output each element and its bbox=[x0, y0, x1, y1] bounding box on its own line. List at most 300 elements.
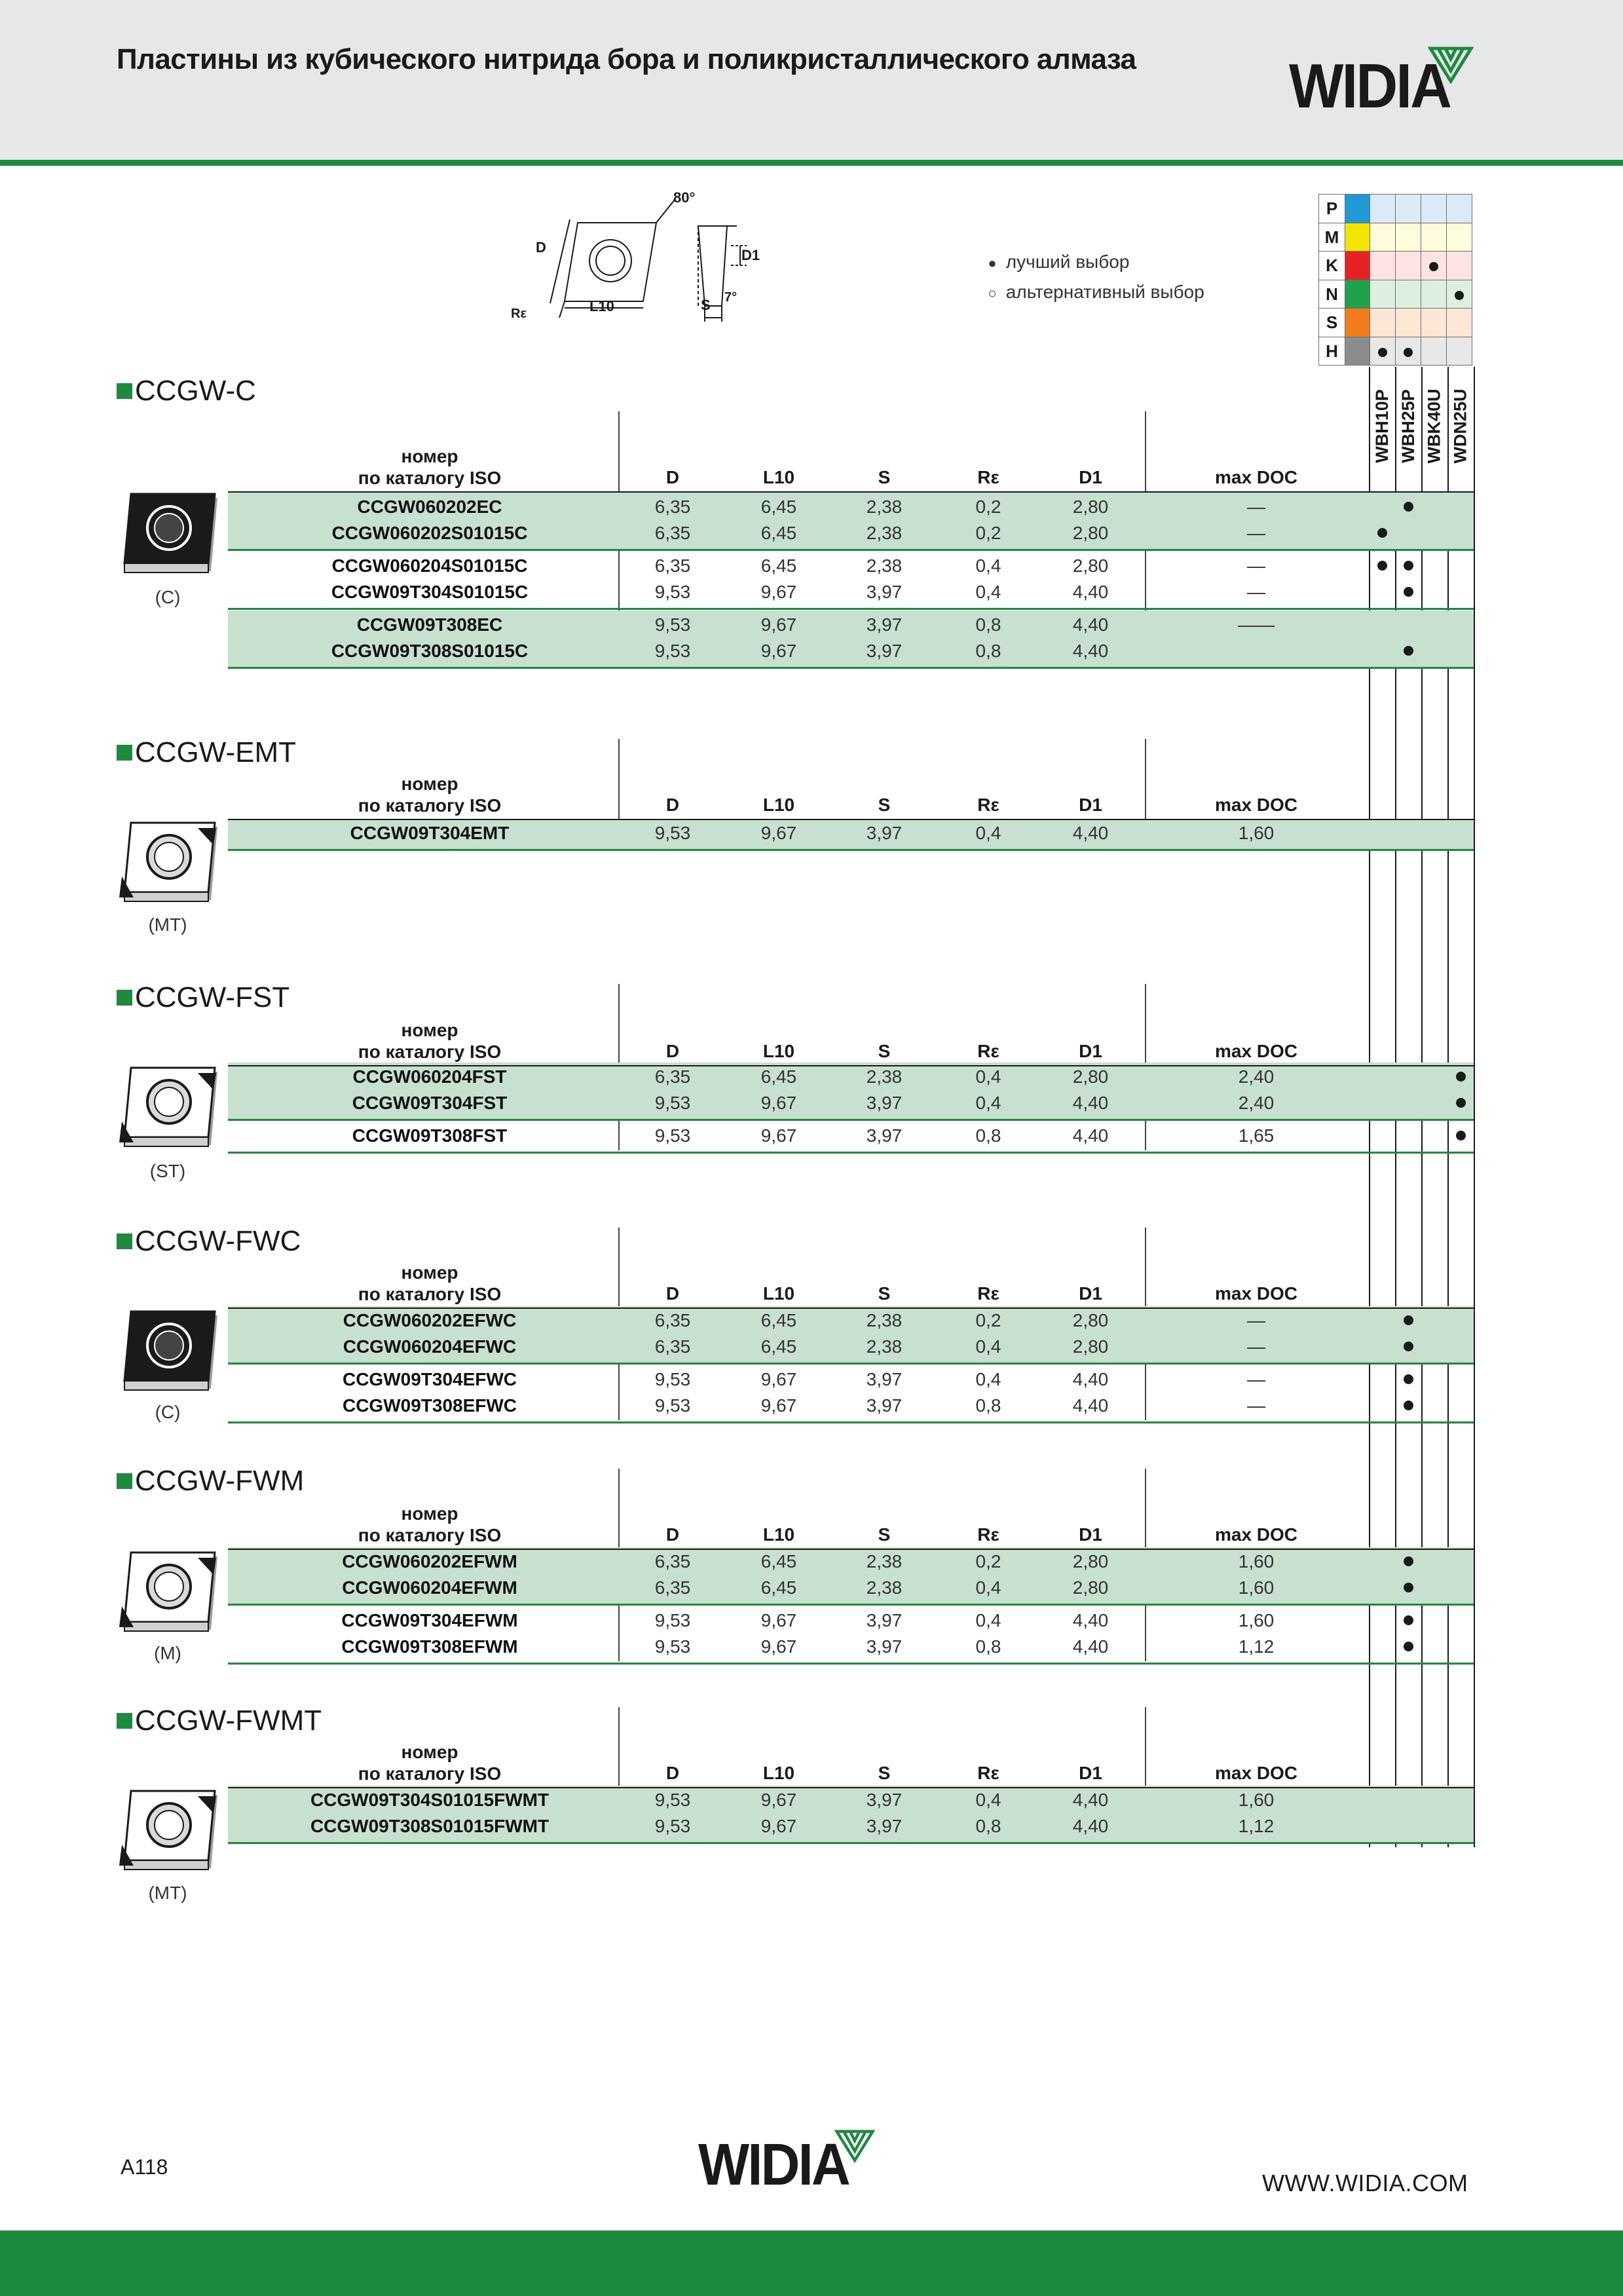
material-row-s bbox=[1319, 309, 1472, 337]
iso-header-line1: номер bbox=[401, 1503, 458, 1524]
material-grade-cell bbox=[1447, 252, 1472, 280]
column-header-l10: L10 bbox=[762, 1283, 795, 1304]
column-header-d: D bbox=[665, 1041, 680, 1061]
value-cell-l10: 9,67 bbox=[760, 641, 797, 661]
iso-column-header bbox=[338, 445, 521, 489]
insert-caption: (MT) bbox=[148, 914, 187, 935]
material-color-swatch bbox=[1345, 337, 1370, 366]
value-cell-l10: 9,67 bbox=[760, 1093, 797, 1113]
column-header-d1: D1 bbox=[1079, 1283, 1102, 1304]
best-choice-dot-icon bbox=[1404, 587, 1413, 597]
section-title-text: CCGW-FWC bbox=[135, 1225, 301, 1257]
iso-header-line1: номер bbox=[401, 446, 458, 466]
section-title bbox=[117, 981, 289, 1014]
value-cell-d: 9,53 bbox=[654, 582, 691, 602]
material-grade-cell bbox=[1421, 195, 1447, 223]
value-cell-d1: 2,80 bbox=[1072, 1577, 1109, 1598]
value-cell-re: 0,4 bbox=[975, 1093, 1001, 1113]
material-grade-cell bbox=[1396, 195, 1421, 223]
value-cell-s: 3,97 bbox=[866, 582, 903, 602]
footer-triangle-mark-icon bbox=[834, 2128, 875, 2163]
column-header-s: S bbox=[878, 1763, 891, 1783]
row-group-separator bbox=[228, 608, 1474, 610]
value-cell-maxdoc: 1,65 bbox=[1238, 1125, 1275, 1146]
material-grade-cell bbox=[1421, 337, 1447, 366]
value-cell-l10: 6,45 bbox=[760, 555, 797, 576]
diagram-d-label: D bbox=[536, 239, 546, 255]
column-header-d: D bbox=[665, 795, 680, 815]
legend-alt bbox=[984, 282, 1204, 303]
value-cell-l10: 9,67 bbox=[760, 614, 797, 635]
iso-header-line1: номер bbox=[401, 1020, 458, 1040]
material-grade-cell bbox=[1396, 337, 1421, 366]
section-marker-icon bbox=[117, 745, 132, 761]
section-title-text: CCGW-C bbox=[135, 375, 256, 407]
website-url[interactable]: WWW.WIDIA.COM bbox=[1262, 2170, 1468, 2196]
insert-caption: (M) bbox=[154, 1643, 181, 1663]
material-group-table bbox=[1318, 194, 1472, 366]
value-cell-maxdoc: 1,12 bbox=[1238, 1816, 1275, 1836]
value-cell-l10: 6,45 bbox=[760, 1577, 797, 1598]
diagram-clearance-label: 7° bbox=[724, 290, 737, 305]
material-letter: S bbox=[1319, 309, 1345, 337]
iso-code-cell: CCGW09T304S01015C bbox=[331, 582, 529, 602]
iso-code-cell: CCGW060204EFWC bbox=[343, 1336, 517, 1357]
legend-best bbox=[984, 252, 1129, 273]
value-cell-s: 3,97 bbox=[866, 823, 903, 843]
column-header-l10: L10 bbox=[762, 795, 795, 815]
value-cell-s: 2,38 bbox=[866, 523, 903, 543]
value-cell-re: 0,2 bbox=[975, 1551, 1001, 1571]
best-choice-dot-icon bbox=[1455, 291, 1464, 300]
iso-header-line2: по каталогу ISO bbox=[358, 1284, 502, 1304]
value-cell-re: 0,8 bbox=[975, 1636, 1001, 1657]
value-cell-d: 9,53 bbox=[654, 1125, 691, 1146]
best-choice-dot-icon bbox=[1404, 1583, 1413, 1592]
column-header-d1: D1 bbox=[1079, 1763, 1102, 1783]
value-cell-maxdoc: 2,40 bbox=[1238, 1093, 1275, 1113]
iso-code-cell: CCGW060202EFWC bbox=[343, 1310, 517, 1330]
value-cell-maxdoc: 1,12 bbox=[1238, 1636, 1275, 1657]
insert-image bbox=[113, 1784, 224, 1886]
column-header-s: S bbox=[878, 795, 891, 815]
column-header-s: S bbox=[878, 467, 891, 487]
value-cell-s: 3,97 bbox=[866, 614, 903, 635]
iso-code-cell: CCGW09T308EFWM bbox=[341, 1636, 518, 1657]
iso-header-line2: по каталогу ISO bbox=[358, 1525, 502, 1545]
column-header-s: S bbox=[878, 1041, 891, 1061]
value-cell-d1: 2,80 bbox=[1072, 1066, 1109, 1087]
value-cell-l10: 6,45 bbox=[760, 523, 797, 543]
material-letter: M bbox=[1319, 223, 1345, 252]
value-cell-re: 0,4 bbox=[975, 1066, 1001, 1087]
column-header-d: D bbox=[665, 1763, 680, 1783]
iso-code-cell: CCGW09T304S01015FWMT bbox=[310, 1790, 550, 1810]
value-cell-d: 6,35 bbox=[654, 1066, 691, 1087]
column-header-d: D bbox=[665, 1524, 680, 1545]
value-cell-re: 0,4 bbox=[975, 582, 1001, 602]
row-group-separator bbox=[228, 1842, 1474, 1844]
material-grade-cell bbox=[1396, 280, 1421, 309]
value-cell-l10: 6,45 bbox=[760, 1310, 797, 1330]
value-cell-d: 6,35 bbox=[654, 523, 691, 543]
section-title bbox=[117, 736, 296, 769]
best-choice-dot-icon bbox=[1404, 1374, 1413, 1384]
column-header-maxdoc: max DOC bbox=[1214, 1041, 1298, 1061]
material-letter: K bbox=[1319, 252, 1345, 280]
value-cell-s: 2,38 bbox=[866, 497, 903, 517]
value-cell-l10: 9,67 bbox=[760, 1790, 797, 1810]
row-group-separator bbox=[228, 1363, 1474, 1364]
value-cell-d: 9,53 bbox=[654, 1816, 691, 1836]
material-grade-cell bbox=[1370, 309, 1396, 337]
header-logo: WIDIA bbox=[1289, 51, 1451, 121]
value-cell-d: 6,35 bbox=[654, 1310, 691, 1330]
value-cell-d: 9,53 bbox=[654, 641, 691, 661]
footer-logo: WIDIA bbox=[698, 2132, 849, 2198]
value-cell-re: 0,2 bbox=[975, 523, 1001, 543]
value-cell-d: 6,35 bbox=[654, 1336, 691, 1357]
iso-code-cell: CCGW060202EC bbox=[357, 497, 502, 517]
value-cell-maxdoc: 2,40 bbox=[1238, 1066, 1275, 1087]
value-cell-l10: 9,67 bbox=[760, 1395, 797, 1416]
iso-column-header bbox=[338, 1741, 521, 1784]
value-cell-d: 9,53 bbox=[654, 1636, 691, 1657]
insert-dimension-diagram bbox=[504, 187, 793, 331]
value-cell-maxdoc: 1,60 bbox=[1238, 1551, 1275, 1571]
value-cell-maxdoc: — bbox=[1247, 1310, 1265, 1330]
best-choice-dot-icon bbox=[1404, 646, 1413, 656]
material-row-p bbox=[1319, 195, 1472, 223]
value-cell-d1: 4,40 bbox=[1072, 1395, 1109, 1416]
value-cell-d: 6,35 bbox=[654, 1577, 691, 1598]
row-group-separator bbox=[228, 1604, 1474, 1606]
value-cell-d1: 2,80 bbox=[1072, 1336, 1109, 1357]
material-color-swatch bbox=[1345, 309, 1370, 337]
column-header-s: S bbox=[878, 1283, 891, 1304]
iso-header-line1: номер bbox=[401, 1742, 458, 1762]
value-cell-d1: 4,40 bbox=[1072, 1125, 1109, 1146]
row-group-separator bbox=[228, 1421, 1474, 1423]
iso-column-header bbox=[338, 1019, 521, 1063]
value-cell-d: 9,53 bbox=[654, 823, 691, 843]
value-cell-maxdoc: — bbox=[1247, 523, 1265, 543]
grade-label-wbh10p: WBH10P bbox=[1371, 388, 1392, 463]
iso-column-header bbox=[338, 773, 521, 816]
value-cell-maxdoc: 1,60 bbox=[1238, 1790, 1275, 1810]
section-title-text: CCGW-FWMT bbox=[135, 1704, 322, 1737]
value-cell-d1: 4,40 bbox=[1072, 614, 1109, 635]
insert-image bbox=[113, 487, 224, 589]
value-cell-s: 3,97 bbox=[866, 1790, 903, 1810]
value-cell-d: 6,35 bbox=[654, 1551, 691, 1571]
value-cell-s: 3,97 bbox=[866, 1395, 903, 1416]
value-cell-maxdoc: 1,60 bbox=[1238, 1577, 1275, 1598]
material-grade-cell bbox=[1421, 280, 1447, 309]
value-cell-d1: 4,40 bbox=[1072, 1093, 1109, 1113]
material-letter: H bbox=[1319, 337, 1345, 366]
value-cell-d1: 4,40 bbox=[1072, 1610, 1109, 1630]
value-cell-d1: 4,40 bbox=[1072, 582, 1109, 602]
row-group-separator bbox=[228, 1152, 1474, 1154]
value-cell-l10: 6,45 bbox=[760, 1336, 797, 1357]
material-grade-cell bbox=[1370, 252, 1396, 280]
value-cell-l10: 9,67 bbox=[760, 1636, 797, 1657]
value-cell-s: 2,38 bbox=[866, 1066, 903, 1087]
diagram-l10-label: L10 bbox=[589, 298, 614, 314]
iso-code-cell: CCGW060204S01015C bbox=[331, 555, 528, 576]
value-cell-d1: 4,40 bbox=[1072, 1636, 1109, 1657]
value-cell-s: 2,38 bbox=[866, 1577, 903, 1598]
column-header-maxdoc: max DOC bbox=[1214, 1283, 1298, 1304]
widia-triangle-mark-icon bbox=[1428, 45, 1474, 84]
value-cell-maxdoc: 1,60 bbox=[1238, 823, 1275, 843]
column-header-d1: D1 bbox=[1079, 1041, 1102, 1061]
best-choice-icon: ● bbox=[988, 255, 997, 271]
value-cell-s: 3,97 bbox=[866, 641, 903, 661]
column-header-l10: L10 bbox=[762, 1763, 795, 1783]
table-header-line bbox=[228, 491, 1474, 493]
insert-image bbox=[113, 816, 224, 918]
value-cell-re: 0,8 bbox=[975, 641, 1001, 661]
grade-label-wbk40u: WBK40U bbox=[1424, 388, 1444, 464]
column-header-s: S bbox=[878, 1524, 891, 1545]
section-title bbox=[117, 1704, 322, 1737]
material-color-swatch bbox=[1345, 195, 1370, 223]
section-title bbox=[117, 1465, 304, 1497]
grade-label-wbh25p: WBH25P bbox=[1398, 388, 1418, 463]
best-choice-dot-icon bbox=[1404, 1315, 1413, 1325]
column-header-d1: D1 bbox=[1079, 1524, 1102, 1545]
best-choice-dot-icon bbox=[1404, 1556, 1413, 1566]
column-header-re: Rε bbox=[977, 1041, 999, 1061]
diagram-d1-label: D1 bbox=[741, 247, 760, 263]
value-cell-l10: 9,67 bbox=[760, 1125, 797, 1146]
value-cell-d: 6,35 bbox=[654, 555, 691, 576]
section-title-text: CCGW-EMT bbox=[135, 736, 297, 768]
value-cell-d1: 2,80 bbox=[1072, 1551, 1109, 1571]
row-group-separator bbox=[228, 1119, 1474, 1121]
value-cell-l10: 6,45 bbox=[760, 1066, 797, 1087]
value-cell-d: 9,53 bbox=[654, 1610, 691, 1630]
best-choice-dot-icon bbox=[1456, 1072, 1466, 1082]
value-cell-s: 2,38 bbox=[866, 1551, 903, 1571]
page-title: Пластины из кубического нитрида бора и поликристаллического алмаза bbox=[117, 43, 1136, 75]
column-header-l10: L10 bbox=[762, 467, 795, 487]
value-cell-s: 3,97 bbox=[866, 1125, 903, 1146]
column-header-l10: L10 bbox=[762, 1041, 795, 1061]
value-cell-l10: 9,67 bbox=[760, 1369, 797, 1389]
value-cell-s: 2,38 bbox=[866, 1310, 903, 1330]
value-cell-d: 9,53 bbox=[654, 614, 691, 635]
section-title-text: CCGW-FWM bbox=[135, 1465, 305, 1497]
best-choice-dot-icon bbox=[1404, 348, 1413, 357]
value-cell-re: 0,4 bbox=[975, 823, 1001, 843]
column-header-maxdoc: max DOC bbox=[1214, 795, 1298, 815]
row-group-separator bbox=[228, 1663, 1474, 1665]
value-cell-d: 6,35 bbox=[654, 497, 691, 517]
material-color-swatch bbox=[1345, 252, 1370, 280]
section-title bbox=[117, 1225, 301, 1258]
iso-header-line2: по каталогу ISO bbox=[358, 1763, 502, 1784]
value-cell-s: 3,97 bbox=[866, 1610, 903, 1630]
value-cell-maxdoc: 1,60 bbox=[1238, 1610, 1275, 1630]
column-header-re: Rε bbox=[977, 1283, 999, 1304]
page-number: A118 bbox=[121, 2155, 168, 2179]
value-cell-maxdoc: —— bbox=[1238, 614, 1275, 635]
material-letter: P bbox=[1319, 195, 1345, 223]
iso-code-cell: CCGW060204FST bbox=[352, 1066, 507, 1087]
value-cell-re: 0,4 bbox=[975, 1336, 1001, 1357]
iso-header-line1: номер bbox=[401, 774, 458, 794]
section-marker-icon bbox=[117, 1473, 132, 1489]
insert-image bbox=[113, 1061, 224, 1163]
material-grade-cell bbox=[1370, 195, 1396, 223]
iso-header-line2: по каталогу ISO bbox=[358, 795, 502, 816]
insert-caption: (C) bbox=[155, 1402, 181, 1422]
best-choice-dot-icon bbox=[1404, 502, 1413, 512]
material-grade-cell bbox=[1421, 309, 1447, 337]
iso-code-cell: CCGW060204EFWM bbox=[342, 1577, 517, 1598]
best-choice-dot-icon bbox=[1429, 262, 1438, 271]
iso-code-cell: CCGW09T304EMT bbox=[350, 823, 510, 843]
value-cell-re: 0,8 bbox=[975, 1395, 1001, 1416]
material-row-n bbox=[1319, 280, 1472, 309]
material-grade-cell bbox=[1447, 195, 1472, 223]
iso-code-cell: CCGW09T308S01015C bbox=[331, 641, 529, 661]
best-choice-dot-icon bbox=[1377, 561, 1387, 571]
best-choice-dot-icon bbox=[1404, 1615, 1413, 1625]
column-header-d1: D1 bbox=[1079, 795, 1102, 815]
best-choice-dot-icon bbox=[1404, 1642, 1413, 1651]
material-letter: N bbox=[1319, 280, 1345, 309]
grade-labels bbox=[1368, 367, 1473, 485]
insert-caption: (C) bbox=[155, 587, 181, 607]
iso-code-cell: CCGW09T308EFWC bbox=[342, 1395, 517, 1416]
iso-header-line1: номер bbox=[401, 1262, 458, 1283]
value-cell-re: 0,2 bbox=[975, 497, 1001, 517]
insert-image bbox=[113, 1546, 224, 1647]
column-header-re: Rε bbox=[977, 1524, 999, 1545]
material-color-swatch bbox=[1345, 280, 1370, 309]
value-cell-maxdoc: — bbox=[1247, 582, 1265, 602]
column-header-d: D bbox=[665, 1283, 680, 1304]
iso-header-line2: по каталогу ISO bbox=[358, 468, 502, 488]
section-title-text: CCGW-FST bbox=[135, 981, 290, 1013]
iso-code-cell: CCGW09T304EFWM bbox=[341, 1610, 518, 1630]
iso-code-cell: CCGW09T308EC bbox=[356, 614, 503, 635]
iso-code-cell: CCGW09T304FST bbox=[352, 1093, 508, 1113]
material-grade-cell bbox=[1447, 223, 1472, 252]
material-grade-cell bbox=[1396, 252, 1421, 280]
best-choice-dot-icon bbox=[1404, 1401, 1413, 1410]
value-cell-maxdoc: — bbox=[1247, 555, 1265, 576]
grade-column-line bbox=[1474, 367, 1475, 1847]
section-marker-icon bbox=[117, 1713, 132, 1729]
material-grade-cell bbox=[1421, 252, 1447, 280]
value-cell-d1: 2,80 bbox=[1072, 523, 1109, 543]
value-cell-re: 0,8 bbox=[975, 1816, 1001, 1836]
value-cell-re: 0,4 bbox=[975, 1790, 1001, 1810]
best-choice-dot-icon bbox=[1404, 561, 1413, 571]
material-row-h bbox=[1319, 337, 1472, 366]
diagram-s-label: S bbox=[701, 297, 711, 313]
alternative-choice-icon: ○ bbox=[988, 285, 997, 301]
value-cell-l10: 9,67 bbox=[760, 823, 797, 843]
diagram-re-label: Rε bbox=[511, 307, 527, 321]
value-cell-l10: 6,45 bbox=[760, 1551, 797, 1571]
value-cell-re: 0,8 bbox=[975, 614, 1001, 635]
legend-alt-label: альтернативный выбор bbox=[1005, 282, 1204, 302]
value-cell-s: 2,38 bbox=[866, 555, 903, 576]
value-cell-re: 0,4 bbox=[975, 1610, 1001, 1630]
row-group-separator bbox=[228, 549, 1474, 551]
value-cell-d: 9,53 bbox=[654, 1790, 691, 1810]
best-choice-dot-icon bbox=[1377, 528, 1387, 538]
iso-code-cell: CCGW09T304EFWC bbox=[342, 1369, 517, 1389]
value-cell-l10: 9,67 bbox=[760, 1610, 797, 1630]
iso-column-header bbox=[338, 1503, 521, 1546]
iso-column-header bbox=[338, 1262, 521, 1305]
insert-caption: (MT) bbox=[148, 1883, 187, 1903]
value-cell-re: 0,2 bbox=[975, 1310, 1001, 1330]
value-cell-l10: 6,45 bbox=[760, 497, 797, 517]
value-cell-maxdoc: — bbox=[1247, 1336, 1265, 1357]
value-cell-l10: 9,67 bbox=[760, 582, 797, 602]
section-title bbox=[117, 375, 256, 407]
column-header-l10: L10 bbox=[762, 1524, 795, 1545]
material-grade-cell bbox=[1370, 223, 1396, 252]
material-grade-cell bbox=[1396, 309, 1421, 337]
value-cell-d1: 4,40 bbox=[1072, 1816, 1109, 1836]
value-cell-d: 9,53 bbox=[654, 1093, 691, 1113]
iso-code-cell: CCGW09T308S01015FWMT bbox=[310, 1816, 550, 1836]
value-cell-d1: 2,80 bbox=[1072, 555, 1109, 576]
best-choice-dot-icon bbox=[1456, 1098, 1466, 1108]
iso-code-cell: CCGW060202S01015C bbox=[331, 523, 528, 543]
footer-band bbox=[0, 2230, 1623, 2296]
column-header-maxdoc: max DOC bbox=[1214, 1763, 1298, 1783]
value-cell-re: 0,4 bbox=[975, 1369, 1001, 1389]
material-row-k bbox=[1319, 252, 1472, 280]
value-cell-d1: 4,40 bbox=[1072, 641, 1109, 661]
material-grade-cell bbox=[1447, 309, 1472, 337]
material-grade-cell bbox=[1447, 337, 1472, 366]
column-header-re: Rε bbox=[977, 1763, 999, 1783]
value-cell-re: 0,8 bbox=[975, 1125, 1001, 1146]
row-group-separator bbox=[228, 849, 1474, 851]
legend-best-label: лучший выбор bbox=[1005, 252, 1130, 272]
value-cell-s: 3,97 bbox=[866, 1093, 903, 1113]
column-header-re: Rε bbox=[977, 795, 999, 815]
iso-header-line2: по каталогу ISO bbox=[358, 1042, 502, 1062]
value-cell-re: 0,4 bbox=[975, 1577, 1001, 1598]
value-cell-d1: 4,40 bbox=[1072, 1369, 1109, 1389]
value-cell-re: 0,4 bbox=[975, 555, 1001, 576]
value-cell-s: 3,97 bbox=[866, 1636, 903, 1657]
value-cell-d1: 4,40 bbox=[1072, 1790, 1109, 1810]
best-choice-dot-icon bbox=[1404, 1342, 1413, 1351]
row-group-separator bbox=[228, 667, 1474, 669]
column-header-re: Rε bbox=[977, 467, 999, 487]
column-header-maxdoc: max DOC bbox=[1214, 1524, 1298, 1545]
value-cell-maxdoc: — bbox=[1247, 1369, 1265, 1389]
value-cell-l10: 9,67 bbox=[760, 1816, 797, 1836]
value-cell-s: 2,38 bbox=[866, 1336, 903, 1357]
insert-image bbox=[113, 1305, 224, 1406]
best-choice-dot-icon bbox=[1378, 348, 1387, 357]
value-cell-maxdoc: — bbox=[1247, 497, 1265, 517]
